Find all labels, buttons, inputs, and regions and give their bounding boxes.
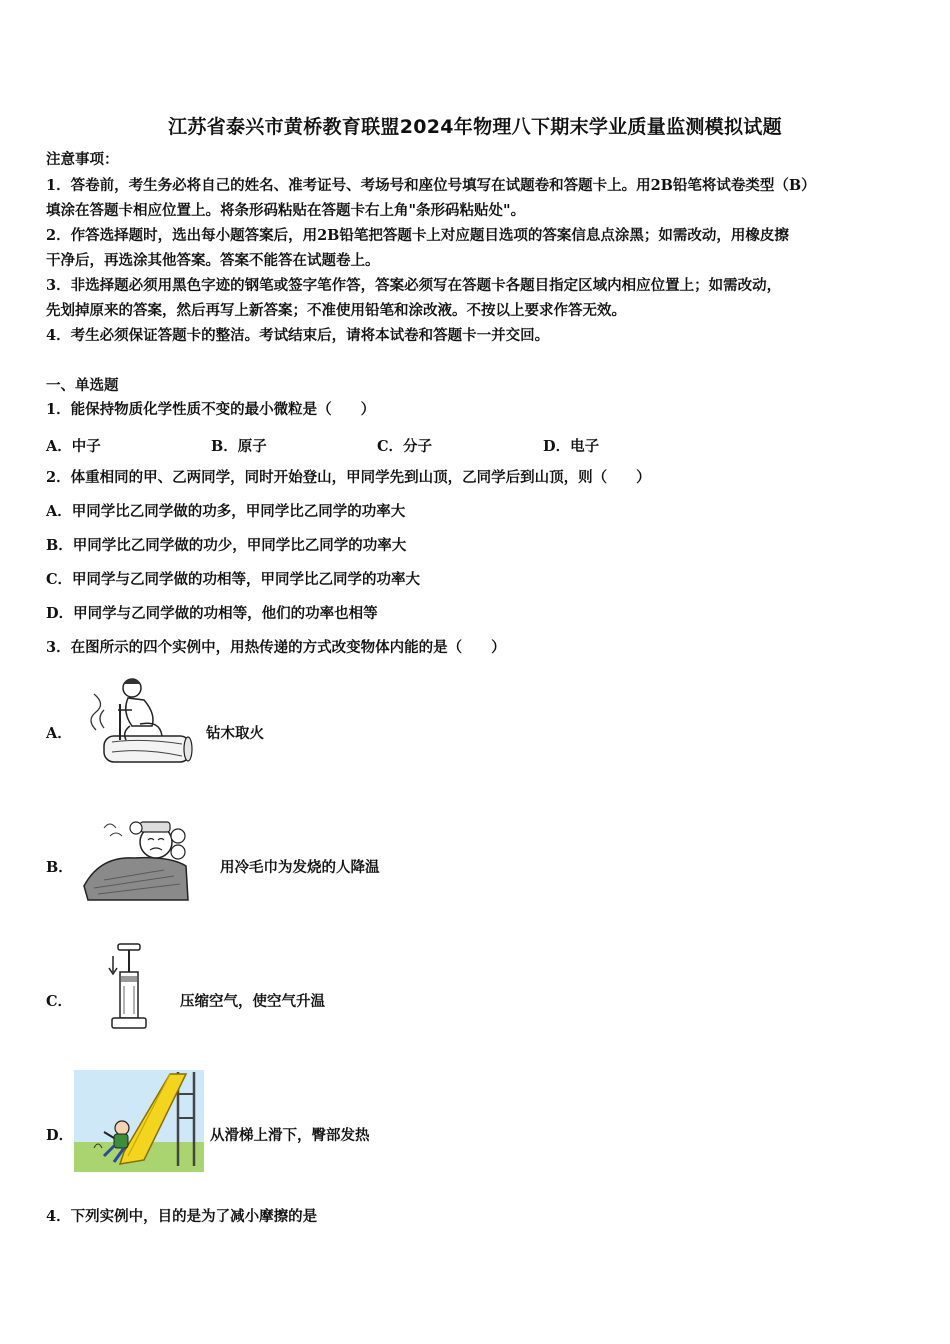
- question-1-stem: 1．能保持物质化学性质不变的最小微粒是（ ）: [46, 401, 376, 418]
- slide-icon: [74, 1070, 204, 1172]
- notice-heading: 注意事项：: [46, 151, 119, 168]
- q1-option-a: A．中子: [46, 438, 101, 455]
- q2-option-a: A．甲同学比乙同学做的功多，甲同学比乙同学的功率大: [46, 503, 406, 520]
- q3-option-a-label: A．: [46, 725, 72, 742]
- notice-line: 2．作答选择题时，选出每小题答案后，用2B铅笔把答题卡上对应题目选项的答案信息点涂黑；如需改动，用橡皮擦: [46, 227, 789, 244]
- q3-option-b-text: 用冷毛巾为发烧的人降温: [220, 859, 380, 876]
- q2-option-d: D．甲同学与乙同学做的功相等，他们的功率也相等: [46, 605, 378, 622]
- q3-option-a-text: 钻木取火: [206, 725, 264, 742]
- q1-option-d: D．电子: [543, 438, 600, 455]
- notice-line: 3．非选择题必须用黑色字迹的钢笔或签字笔作答，答案必须写在答题卡各题目指定区域内相应位置上；如需改动，: [46, 277, 782, 294]
- notice-line: 干净后，再选涂其他答案。答案不能答在试题卷上。: [46, 252, 380, 269]
- q3-option-d-text: 从滑梯上滑下，臀部发热: [210, 1127, 370, 1144]
- cold-towel-icon: [74, 806, 206, 904]
- question-2-stem: 2．体重相同的甲、乙两同学，同时开始登山，甲同学先到山顶，乙同学后到山顶，则（ ）: [46, 469, 651, 486]
- q1-option-c: C．分子: [377, 438, 433, 455]
- q2-option-b: B．甲同学比乙同学做的功少，甲同学比乙同学的功率大: [46, 537, 407, 554]
- q1-option-b: B．原子: [211, 438, 267, 455]
- notice-line: 4．考生必须保证答题卡的整洁。考试结束后，请将本试卷和答题卡一并交回。: [46, 327, 550, 344]
- question-3-stem: 3．在图所示的四个实例中，用热传递的方式改变物体内能的是（ ）: [46, 639, 506, 656]
- section-heading: 一、单选题: [46, 377, 119, 394]
- notice-line: 先划掉原来的答案，然后再写上新答案；不准使用铅笔和涂改液。不按以上要求作答无效。: [46, 302, 626, 319]
- q3-option-c-text: 压缩空气，使空气升温: [180, 993, 325, 1010]
- notice-line: 填涂在答题卡相应位置上。将条形码粘贴在答题卡右上角"条形码粘贴处"。: [46, 202, 526, 219]
- q3-option-d-label: D．: [46, 1127, 74, 1144]
- notice-line: 1．答卷前，考生务必将自己的姓名、准考证号、考场号和座位号填写在试题卷和答题卡上。用2B铅笔将试卷类型（B）: [46, 177, 816, 194]
- q3-option-b-label: B．: [46, 859, 73, 876]
- question-4-stem: 4．下列实例中，目的是为了减小摩擦的是: [46, 1208, 318, 1225]
- air-pump-icon: [104, 942, 150, 1034]
- drilling-wood-fire-icon: [82, 670, 194, 770]
- q3-option-c-label: C．: [46, 993, 73, 1010]
- page-title: 江苏省泰兴市黄桥教育联盟2024年物理八下期末学业质量监测模拟试题: [168, 116, 782, 138]
- q2-option-c: C．甲同学与乙同学做的功相等，甲同学比乙同学的功率大: [46, 571, 421, 588]
